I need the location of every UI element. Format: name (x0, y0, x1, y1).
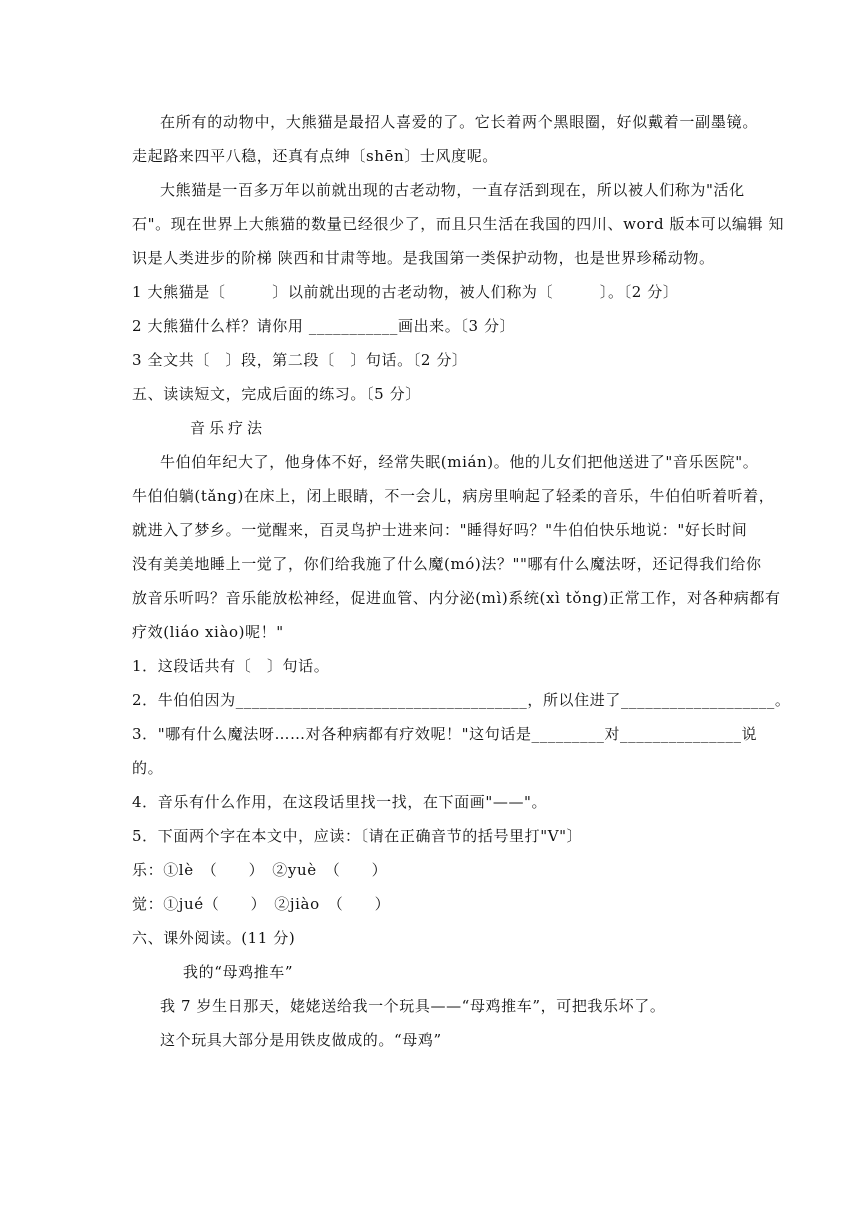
exercise-4: 4．音乐有什么作用，在这段话里找一找，在下面画"——"。 (132, 793, 548, 811)
paragraph-line: 放音乐听吗？音乐能放松神经，促进血管、内分泌(mì)系统(xì tǒng)正常工作，对各种病都有 (132, 589, 781, 607)
passage-title: 我的“母鸡推车” (183, 963, 294, 981)
paragraph-line: 大熊猫是一百多万年以前就出现的古老动物，一直存活到现在，所以被人们称为"活化 (160, 181, 745, 199)
paragraph-line: 这个玩具大部分是用铁皮做成的。“母鸡” (160, 1031, 442, 1049)
paragraph-line: 我 7 岁生日那天，姥姥送给我一个玩具——“母鸡推车”，可把我乐坏了。 (160, 997, 666, 1015)
paragraph-line: 走起路来四平八稳，还真有点绅〔shēn〕士风度呢。 (132, 147, 498, 165)
paragraph-line: 在所有的动物中，大熊猫是最招人喜爱的了。它长着两个黑眼圈，好似戴着一副墨镜。 (160, 113, 758, 131)
paragraph-line: 没有美美地睡上一觉了，你们给我施了什么魔(mó)法？""哪有什么魔法呀，还记得我们给你 (132, 555, 762, 573)
exercise-1: 1．这段话共有〔 〕句话。 (132, 657, 330, 675)
pinyin-option-jue: 觉：①jué（ ） ②jiào （ ） (132, 895, 391, 913)
exercise-5: 5．下面两个字在本文中，应读：〔请在正确音节的括号里打"V"〕 (132, 827, 583, 845)
section-heading-5: 五、读读短文，完成后面的练习。〔5 分〕 (132, 385, 421, 403)
paragraph-line: 疗效(liáo xiào)呢！" (132, 623, 284, 641)
exercise-3: 3．"哪有什么魔法呀……对各种病都有疗效呢！"这句话是_________对_______________说 (132, 725, 758, 743)
paragraph-line: 石"。现在世界上大熊猫的数量已经很少了，而且只生活在我国的四川、word 版本可以编辑 知 (132, 215, 785, 233)
paragraph-line: 牛伯伯年纪大了，他身体不好，经常失眠(mián)。他的儿女们把他送进了"音乐医院"。 (160, 453, 759, 471)
question-1: 1 大熊猫是〔 〕以前就出现的古老动物，被人们称为〔 〕。〔2 分〕 (132, 283, 679, 301)
pinyin-option-le: 乐：①lè （ ） ②yuè （ ） (132, 861, 388, 879)
exercise-2: 2．牛伯伯因为____________________________________，所以住进了___________________。 (132, 691, 791, 709)
section-heading-6: 六、课外阅读。(11 分) (132, 929, 296, 947)
question-3: 3 全文共〔 〕段，第二段〔 〕句话。〔2 分〕 (132, 351, 468, 369)
paragraph-line: 识是人类进步的阶梯 陕西和甘肃等地。是我国第一类保护动物，也是世界珍稀动物。 (132, 249, 715, 267)
question-2: 2 大熊猫什么样？请你用 ___________画出来。〔3 分〕 (132, 317, 516, 335)
exercise-3-cont: 的。 (132, 759, 164, 777)
paragraph-line: 牛伯伯躺(tǎng)在床上，闭上眼睛，不一会儿，病房里响起了轻柔的音乐，牛伯伯听着听着， (132, 487, 775, 505)
paragraph-line: 就进入了梦乡。一觉醒来，百灵鸟护士进来问："睡得好吗？"牛伯伯快乐地说："好长时间 (132, 521, 748, 539)
passage-title: 音乐疗法 (190, 419, 267, 437)
